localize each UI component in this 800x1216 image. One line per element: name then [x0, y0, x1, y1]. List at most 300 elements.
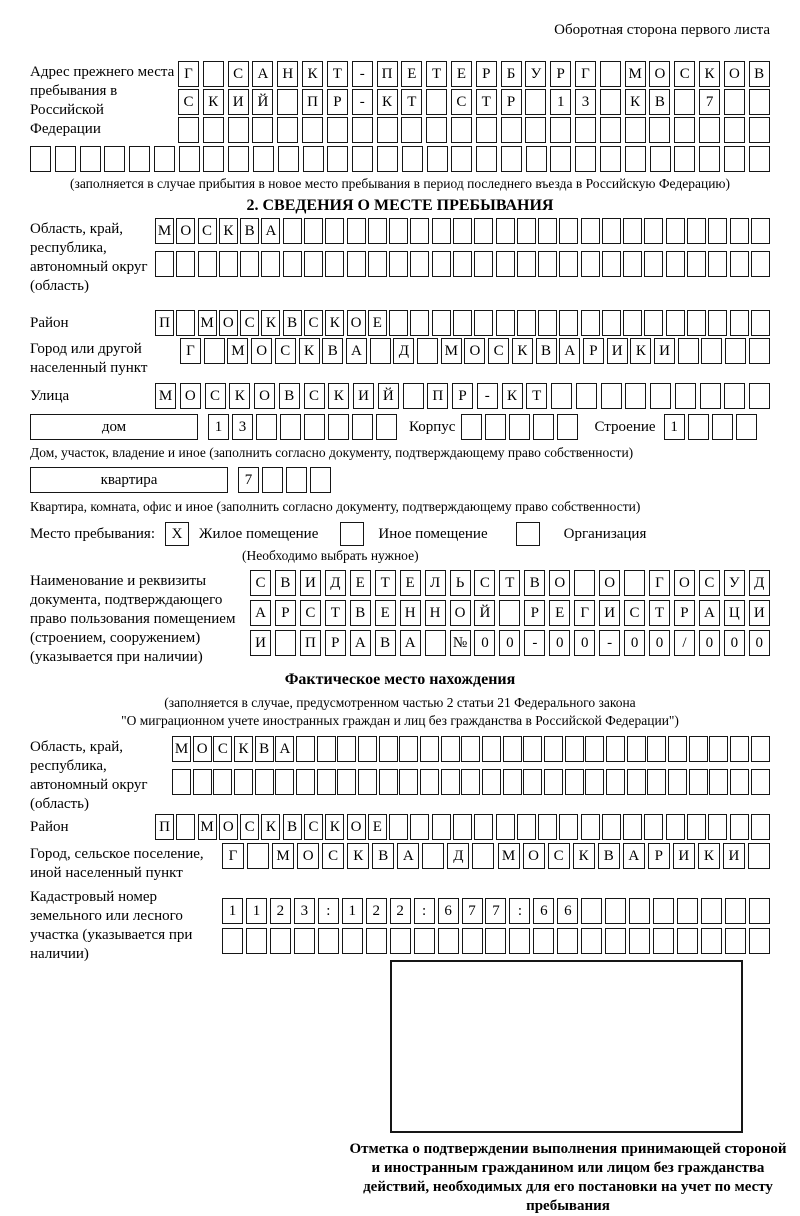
char-box[interactable]: [426, 117, 447, 143]
char-box[interactable]: К: [261, 310, 280, 336]
char-box[interactable]: [668, 736, 687, 762]
char-box[interactable]: [644, 251, 663, 277]
char-box[interactable]: [650, 383, 671, 409]
char-box[interactable]: С: [304, 814, 323, 840]
char-box[interactable]: 0: [749, 630, 770, 656]
char-box[interactable]: 1: [208, 414, 229, 440]
char-box[interactable]: Р: [452, 383, 473, 409]
char-box[interactable]: [666, 251, 685, 277]
char-box[interactable]: -: [477, 383, 498, 409]
char-box[interactable]: [709, 769, 728, 795]
char-box[interactable]: [240, 251, 259, 277]
char-box[interactable]: О: [251, 338, 272, 364]
char-box[interactable]: К: [203, 89, 224, 115]
char-box[interactable]: №: [450, 630, 471, 656]
char-box[interactable]: А: [350, 630, 371, 656]
char-box[interactable]: [668, 769, 687, 795]
char-box[interactable]: [303, 146, 324, 172]
char-box[interactable]: 2: [390, 898, 411, 924]
char-box[interactable]: [565, 769, 584, 795]
char-box[interactable]: [538, 251, 557, 277]
char-box[interactable]: [623, 218, 642, 244]
char-box[interactable]: [517, 310, 536, 336]
char-box[interactable]: Д: [393, 338, 414, 364]
char-box[interactable]: [178, 117, 199, 143]
char-box[interactable]: [699, 117, 720, 143]
char-box[interactable]: С: [304, 310, 323, 336]
char-box[interactable]: [352, 146, 373, 172]
char-box[interactable]: [624, 570, 645, 596]
checkbox-zhiloe[interactable]: X: [165, 522, 189, 546]
char-box[interactable]: И: [228, 89, 249, 115]
char-box[interactable]: 0: [499, 630, 520, 656]
char-box[interactable]: Т: [401, 89, 422, 115]
char-box[interactable]: П: [155, 814, 174, 840]
char-box[interactable]: О: [549, 570, 570, 596]
char-box[interactable]: [129, 146, 150, 172]
char-box[interactable]: С: [250, 570, 271, 596]
char-box[interactable]: У: [724, 570, 745, 596]
char-box[interactable]: [501, 146, 522, 172]
char-box[interactable]: [647, 736, 666, 762]
char-box[interactable]: 0: [549, 630, 570, 656]
char-box[interactable]: Е: [368, 814, 387, 840]
char-box[interactable]: М: [172, 736, 191, 762]
char-box[interactable]: [426, 89, 447, 115]
char-box[interactable]: Р: [674, 600, 695, 626]
char-box[interactable]: [606, 769, 625, 795]
char-box[interactable]: [283, 251, 302, 277]
char-box[interactable]: Е: [375, 600, 396, 626]
char-box[interactable]: [420, 736, 439, 762]
char-box[interactable]: [627, 736, 646, 762]
char-box[interactable]: [337, 769, 356, 795]
char-box[interactable]: [600, 117, 621, 143]
char-box[interactable]: И: [749, 600, 770, 626]
char-box[interactable]: М: [498, 843, 520, 869]
char-box[interactable]: [725, 898, 746, 924]
char-box[interactable]: [377, 117, 398, 143]
char-box[interactable]: [270, 928, 291, 954]
char-box[interactable]: [296, 736, 315, 762]
char-box[interactable]: Е: [368, 310, 387, 336]
char-box[interactable]: В: [372, 843, 394, 869]
char-box[interactable]: В: [649, 89, 670, 115]
char-box[interactable]: [730, 310, 749, 336]
char-box[interactable]: А: [250, 600, 271, 626]
char-box[interactable]: [496, 218, 515, 244]
char-box[interactable]: Г: [180, 338, 201, 364]
char-box[interactable]: [474, 310, 493, 336]
char-box[interactable]: П: [377, 61, 398, 87]
char-box[interactable]: [517, 251, 536, 277]
char-box[interactable]: [544, 736, 563, 762]
char-box[interactable]: Р: [550, 61, 571, 87]
char-box[interactable]: [625, 383, 646, 409]
char-box[interactable]: [644, 310, 663, 336]
char-box[interactable]: [438, 928, 459, 954]
char-box[interactable]: [581, 251, 600, 277]
char-box[interactable]: Й: [378, 383, 399, 409]
char-box[interactable]: [629, 898, 650, 924]
char-box[interactable]: [557, 414, 578, 440]
char-box[interactable]: [602, 251, 621, 277]
char-box[interactable]: [482, 769, 501, 795]
char-box[interactable]: [525, 89, 546, 115]
char-box[interactable]: 0: [699, 630, 720, 656]
char-box[interactable]: [441, 769, 460, 795]
char-box[interactable]: [280, 414, 301, 440]
char-box[interactable]: [296, 769, 315, 795]
char-box[interactable]: О: [176, 218, 195, 244]
char-box[interactable]: В: [283, 310, 302, 336]
char-box[interactable]: И: [607, 338, 628, 364]
char-box[interactable]: 1: [246, 898, 267, 924]
char-box[interactable]: [550, 146, 571, 172]
char-box[interactable]: 0: [724, 630, 745, 656]
char-box[interactable]: С: [300, 600, 321, 626]
char-box[interactable]: А: [623, 843, 645, 869]
char-box[interactable]: О: [599, 570, 620, 596]
char-box[interactable]: Е: [451, 61, 472, 87]
char-box[interactable]: [503, 736, 522, 762]
char-box[interactable]: [666, 310, 685, 336]
char-box[interactable]: С: [624, 600, 645, 626]
char-box[interactable]: [389, 310, 408, 336]
char-box[interactable]: [623, 310, 642, 336]
char-box[interactable]: [179, 146, 200, 172]
char-box[interactable]: [517, 814, 536, 840]
char-box[interactable]: 6: [438, 898, 459, 924]
char-box[interactable]: А: [252, 61, 273, 87]
char-box[interactable]: С: [322, 843, 344, 869]
char-box[interactable]: [325, 218, 344, 244]
char-box[interactable]: В: [350, 600, 371, 626]
char-box[interactable]: [256, 414, 277, 440]
char-box[interactable]: [376, 414, 397, 440]
char-box[interactable]: [453, 310, 472, 336]
char-box[interactable]: [401, 117, 422, 143]
char-box[interactable]: [751, 310, 770, 336]
char-box[interactable]: 0: [474, 630, 495, 656]
char-box[interactable]: [155, 251, 174, 277]
char-box[interactable]: [751, 251, 770, 277]
char-box[interactable]: 6: [557, 898, 578, 924]
char-box[interactable]: [278, 146, 299, 172]
char-box[interactable]: 1: [222, 898, 243, 924]
char-box[interactable]: К: [325, 814, 344, 840]
char-box[interactable]: [485, 414, 506, 440]
char-box[interactable]: [538, 218, 557, 244]
char-box[interactable]: [557, 928, 578, 954]
char-box[interactable]: С: [474, 570, 495, 596]
char-box[interactable]: [247, 843, 269, 869]
char-box[interactable]: В: [279, 383, 300, 409]
char-box[interactable]: Ь: [450, 570, 471, 596]
char-box[interactable]: О: [297, 843, 319, 869]
char-box[interactable]: 7: [462, 898, 483, 924]
char-box[interactable]: В: [749, 61, 770, 87]
char-box[interactable]: [461, 769, 480, 795]
char-box[interactable]: [600, 89, 621, 115]
char-box[interactable]: Г: [575, 61, 596, 87]
char-box[interactable]: [689, 736, 708, 762]
char-box[interactable]: -: [352, 89, 373, 115]
char-box[interactable]: [627, 769, 646, 795]
char-box[interactable]: М: [198, 814, 217, 840]
char-box[interactable]: О: [450, 600, 471, 626]
char-box[interactable]: [623, 251, 642, 277]
char-box[interactable]: [453, 814, 472, 840]
char-box[interactable]: [687, 310, 706, 336]
char-box[interactable]: [327, 146, 348, 172]
char-box[interactable]: О: [180, 383, 201, 409]
char-box[interactable]: [644, 218, 663, 244]
char-box[interactable]: О: [219, 310, 238, 336]
char-box[interactable]: В: [240, 218, 259, 244]
char-box[interactable]: [472, 843, 494, 869]
char-box[interactable]: [649, 117, 670, 143]
char-box[interactable]: О: [674, 570, 695, 596]
char-box[interactable]: С: [488, 338, 509, 364]
char-box[interactable]: В: [598, 843, 620, 869]
char-box[interactable]: 3: [575, 89, 596, 115]
char-box[interactable]: И: [300, 570, 321, 596]
char-box[interactable]: [687, 814, 706, 840]
char-box[interactable]: [585, 736, 604, 762]
char-box[interactable]: [600, 146, 621, 172]
char-box[interactable]: У: [525, 61, 546, 87]
char-box[interactable]: 6: [533, 898, 554, 924]
char-box[interactable]: [417, 338, 438, 364]
char-box[interactable]: [453, 218, 472, 244]
char-box[interactable]: [246, 928, 267, 954]
char-box[interactable]: 7: [699, 89, 720, 115]
char-box[interactable]: [749, 383, 770, 409]
char-box[interactable]: [474, 251, 493, 277]
char-box[interactable]: [496, 251, 515, 277]
char-box[interactable]: К: [302, 61, 323, 87]
char-box[interactable]: 2: [366, 898, 387, 924]
char-box[interactable]: [358, 769, 377, 795]
char-box[interactable]: [425, 630, 446, 656]
char-box[interactable]: [677, 928, 698, 954]
char-box[interactable]: [342, 928, 363, 954]
char-box[interactable]: [533, 414, 554, 440]
char-box[interactable]: [462, 928, 483, 954]
char-box[interactable]: [585, 769, 604, 795]
char-box[interactable]: [283, 218, 302, 244]
char-box[interactable]: [523, 769, 542, 795]
char-box[interactable]: [414, 928, 435, 954]
char-box[interactable]: [366, 928, 387, 954]
char-box[interactable]: Т: [327, 61, 348, 87]
char-box[interactable]: [255, 769, 274, 795]
char-box[interactable]: А: [699, 600, 720, 626]
char-box[interactable]: [674, 146, 695, 172]
char-box[interactable]: Р: [524, 600, 545, 626]
char-box[interactable]: [748, 843, 770, 869]
char-box[interactable]: [736, 414, 757, 440]
char-box[interactable]: [677, 898, 698, 924]
char-box[interactable]: [517, 218, 536, 244]
char-box[interactable]: [325, 251, 344, 277]
char-box[interactable]: 2: [270, 898, 291, 924]
char-box[interactable]: О: [254, 383, 275, 409]
char-box[interactable]: [275, 769, 294, 795]
char-box[interactable]: И: [250, 630, 271, 656]
char-box[interactable]: [55, 146, 76, 172]
char-box[interactable]: [653, 898, 674, 924]
char-box[interactable]: [581, 898, 602, 924]
char-box[interactable]: [277, 117, 298, 143]
char-box[interactable]: К: [299, 338, 320, 364]
char-box[interactable]: 7: [238, 467, 259, 493]
char-box[interactable]: Т: [526, 383, 547, 409]
char-box[interactable]: Г: [178, 61, 199, 87]
char-box[interactable]: -: [599, 630, 620, 656]
char-box[interactable]: С: [240, 310, 259, 336]
char-box[interactable]: [176, 310, 195, 336]
char-box[interactable]: И: [654, 338, 675, 364]
char-box[interactable]: Д: [447, 843, 469, 869]
char-box[interactable]: [420, 769, 439, 795]
char-box[interactable]: А: [261, 218, 280, 244]
char-box[interactable]: О: [219, 814, 238, 840]
char-box[interactable]: [644, 814, 663, 840]
char-box[interactable]: [474, 814, 493, 840]
char-box[interactable]: [389, 251, 408, 277]
char-box[interactable]: [653, 928, 674, 954]
char-box[interactable]: [176, 814, 195, 840]
char-box[interactable]: [275, 630, 296, 656]
char-box[interactable]: :: [318, 898, 339, 924]
char-box[interactable]: 0: [649, 630, 670, 656]
char-box[interactable]: [749, 117, 770, 143]
char-box[interactable]: О: [347, 814, 366, 840]
char-box[interactable]: М: [441, 338, 462, 364]
char-box[interactable]: Т: [426, 61, 447, 87]
char-box[interactable]: С: [213, 736, 232, 762]
char-box[interactable]: М: [198, 310, 217, 336]
char-box[interactable]: [172, 769, 191, 795]
char-box[interactable]: [410, 218, 429, 244]
char-box[interactable]: 1: [342, 898, 363, 924]
char-box[interactable]: [228, 146, 249, 172]
char-box[interactable]: [687, 251, 706, 277]
char-box[interactable]: [629, 928, 650, 954]
char-box[interactable]: [602, 310, 621, 336]
char-box[interactable]: [666, 218, 685, 244]
char-box[interactable]: И: [599, 600, 620, 626]
char-box[interactable]: [193, 769, 212, 795]
char-box[interactable]: С: [178, 89, 199, 115]
char-box[interactable]: 3: [232, 414, 253, 440]
char-box[interactable]: [104, 146, 125, 172]
char-box[interactable]: [538, 814, 557, 840]
char-box[interactable]: [605, 898, 626, 924]
char-box[interactable]: [461, 736, 480, 762]
char-box[interactable]: О: [193, 736, 212, 762]
char-box[interactable]: А: [397, 843, 419, 869]
char-box[interactable]: [509, 928, 530, 954]
char-box[interactable]: П: [155, 310, 174, 336]
char-box[interactable]: [352, 414, 373, 440]
char-box[interactable]: [501, 117, 522, 143]
char-box[interactable]: [525, 117, 546, 143]
char-box[interactable]: [666, 814, 685, 840]
char-box[interactable]: [559, 218, 578, 244]
char-box[interactable]: [402, 146, 423, 172]
char-box[interactable]: [749, 338, 770, 364]
char-box[interactable]: [647, 769, 666, 795]
char-box[interactable]: [523, 736, 542, 762]
char-box[interactable]: [154, 146, 175, 172]
char-box[interactable]: В: [275, 570, 296, 596]
char-box[interactable]: [213, 769, 232, 795]
char-box[interactable]: [708, 310, 727, 336]
char-box[interactable]: К: [502, 383, 523, 409]
char-box[interactable]: [496, 814, 515, 840]
char-box[interactable]: С: [304, 383, 325, 409]
char-box[interactable]: [476, 146, 497, 172]
char-box[interactable]: М: [272, 843, 294, 869]
char-box[interactable]: О: [347, 310, 366, 336]
char-box[interactable]: О: [649, 61, 670, 87]
char-box[interactable]: К: [328, 383, 349, 409]
char-box[interactable]: [551, 383, 572, 409]
char-box[interactable]: [294, 928, 315, 954]
checkbox-inoe[interactable]: [340, 522, 364, 546]
char-box[interactable]: [222, 928, 243, 954]
char-box[interactable]: [403, 383, 424, 409]
char-box[interactable]: [709, 736, 728, 762]
char-box[interactable]: [219, 251, 238, 277]
char-box[interactable]: [204, 338, 225, 364]
char-box[interactable]: Е: [549, 600, 570, 626]
char-box[interactable]: [379, 736, 398, 762]
char-box[interactable]: [602, 218, 621, 244]
char-box[interactable]: [509, 414, 530, 440]
char-box[interactable]: Д: [325, 570, 346, 596]
char-box[interactable]: [751, 736, 770, 762]
char-box[interactable]: /: [674, 630, 695, 656]
char-box[interactable]: О: [724, 61, 745, 87]
char-box[interactable]: [565, 736, 584, 762]
char-box[interactable]: -: [524, 630, 545, 656]
char-box[interactable]: [302, 117, 323, 143]
char-box[interactable]: [749, 898, 770, 924]
char-box[interactable]: П: [302, 89, 323, 115]
char-box[interactable]: [389, 218, 408, 244]
char-box[interactable]: Р: [327, 89, 348, 115]
char-box[interactable]: Т: [476, 89, 497, 115]
char-box[interactable]: [581, 928, 602, 954]
char-box[interactable]: Т: [325, 600, 346, 626]
char-box[interactable]: [650, 146, 671, 172]
char-box[interactable]: С: [548, 843, 570, 869]
char-box[interactable]: К: [347, 843, 369, 869]
char-box[interactable]: [687, 218, 706, 244]
char-box[interactable]: [317, 769, 336, 795]
char-box[interactable]: [347, 251, 366, 277]
char-box[interactable]: [725, 928, 746, 954]
char-box[interactable]: О: [523, 843, 545, 869]
char-box[interactable]: [678, 338, 699, 364]
char-box[interactable]: Г: [649, 570, 670, 596]
char-box[interactable]: Т: [375, 570, 396, 596]
char-box[interactable]: С: [275, 338, 296, 364]
